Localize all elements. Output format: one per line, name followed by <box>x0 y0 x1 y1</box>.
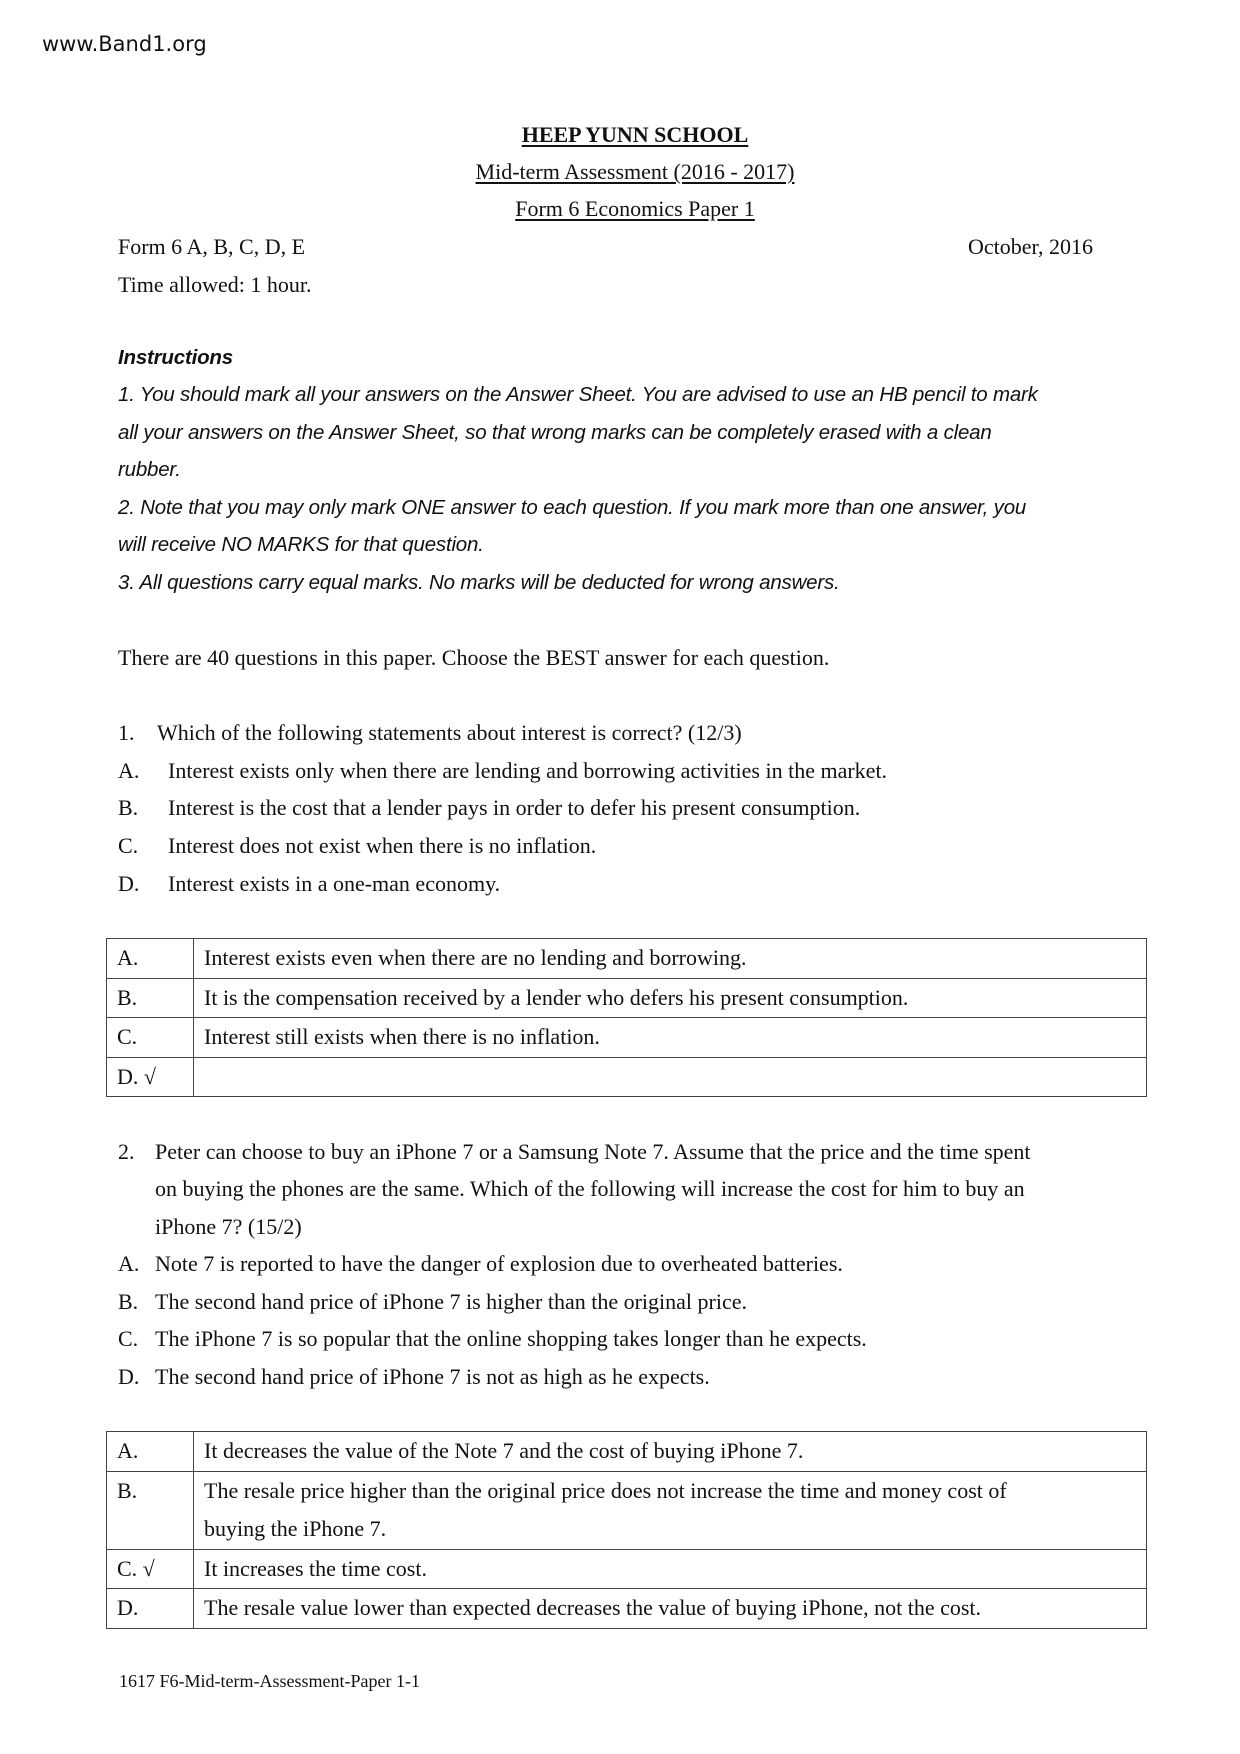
instruction-line: all your answers on the Answer Sheet, so that wrong marks can be completely erased with a clean <box>118 421 992 444</box>
question-text: Peter can choose to buy an iPhone 7 or a Samsung Note 7. Assume that the price and the time spent <box>155 1139 1031 1164</box>
instructions-heading: Instructions <box>118 346 233 369</box>
explanation-label-correct: D. √ <box>107 1057 194 1097</box>
explanation-text: It decreases the value of the Note 7 and the cost of buying iPhone 7. <box>194 1432 1147 1472</box>
watermark-url: www.Band1.org <box>42 32 207 56</box>
instruction-line: 3. All questions carry equal marks. No marks will be deducted for wrong answers. <box>118 571 840 594</box>
option-text: Interest is the cost that a lender pays in order to defer his present consumption. <box>168 795 861 820</box>
option-label: A. <box>118 758 140 783</box>
table-row <box>107 939 1147 979</box>
option-text: Note 7 is reported to have the danger of explosion due to overheated batteries. <box>155 1251 843 1276</box>
explanation-text: Interest still exists when there is no inflation. <box>194 1018 1147 1058</box>
instruction-line: 2. Note that you may only mark ONE answer to each question. If you mark more than one answer, you <box>118 496 1027 519</box>
time-allowed: Time allowed: 1 hour. <box>118 272 312 297</box>
explanation-text: Interest exists even when there are no lending and borrowing. <box>194 939 1147 979</box>
table-row <box>107 1471 1147 1549</box>
table-row <box>107 1018 1147 1058</box>
explanation-label: B. <box>107 1471 194 1549</box>
table-row <box>107 1432 1147 1472</box>
answer-explanation-table <box>106 1431 1147 1629</box>
classes-label: Form 6 A, B, C, D, E <box>118 234 306 259</box>
question-number: 1. <box>118 720 135 745</box>
table-row <box>107 1589 1147 1629</box>
explanation-label: C. <box>107 1018 194 1058</box>
paper-title: Form 6 Economics Paper 1 <box>515 196 755 221</box>
intro-text: There are 40 questions in this paper. Choose the BEST answer for each question. <box>118 645 830 670</box>
option-text: Interest exists in a one-man economy. <box>168 871 501 896</box>
table-row <box>107 1057 1147 1097</box>
option-text: Interest exists only when there are lending and borrowing activities in the market. <box>168 758 888 783</box>
instruction-line: rubber. <box>118 458 181 481</box>
explanation-text: The resale value lower than expected decreases the value of buying iPhone, not the cost. <box>194 1589 1147 1629</box>
page-footer: 1617 F6-Mid-term-Assessment-Paper 1-1 <box>119 1671 420 1691</box>
exam-date: October, 2016 <box>968 234 1093 259</box>
explanation-label: D. <box>107 1589 194 1629</box>
option-label: C. <box>118 1326 139 1351</box>
question-text: iPhone 7? (15/2) <box>155 1214 302 1239</box>
explanation-label-correct: C. √ <box>107 1549 194 1589</box>
school-name: HEEP YUNN SCHOOL <box>521 122 749 147</box>
option-text: The second hand price of iPhone 7 is not as high as he expects. <box>155 1364 710 1389</box>
table-row <box>107 1549 1147 1589</box>
option-label: D. <box>118 1364 140 1389</box>
explanation-label: A. <box>107 1432 194 1472</box>
option-text: The iPhone 7 is so popular that the online shopping takes longer than he expects. <box>155 1326 867 1351</box>
answer-explanation-table <box>106 938 1147 1097</box>
option-label: C. <box>118 833 139 858</box>
explanation-text: It is the compensation received by a lender who defers his present consumption. <box>194 978 1147 1018</box>
assessment-title: Mid-term Assessment (2016 - 2017) <box>475 159 795 184</box>
instruction-line: will receive NO MARKS for that question. <box>118 533 484 556</box>
explanation-text: The resale price higher than the original price does not increase the time and money cost of <box>204 1477 1007 1503</box>
question-text: on buying the phones are the same. Which of the following will increase the cost for him to buy an <box>155 1176 1025 1201</box>
explanation-label: B. <box>107 978 194 1018</box>
instruction-line: 1. You should mark all your answers on the Answer Sheet. You are advised to use an HB pencil to mark <box>118 383 1038 406</box>
explanation-cell <box>194 1471 1147 1549</box>
explanation-text-cont: buying the iPhone 7. <box>204 1516 387 1541</box>
option-label: A. <box>118 1251 140 1276</box>
question-number: 2. <box>118 1139 135 1164</box>
explanation-text: It increases the time cost. <box>194 1549 1147 1589</box>
table-row <box>107 978 1147 1018</box>
option-label: B. <box>118 795 139 820</box>
option-text: The second hand price of iPhone 7 is higher than the original price. <box>155 1289 747 1314</box>
explanation-text <box>194 1057 1147 1097</box>
explanation-label: A. <box>107 939 194 979</box>
question-text: Which of the following statements about interest is correct? (12/3) <box>157 720 742 745</box>
option-label: D. <box>118 871 140 896</box>
option-label: B. <box>118 1289 139 1314</box>
option-text: Interest does not exist when there is no inflation. <box>168 833 597 858</box>
